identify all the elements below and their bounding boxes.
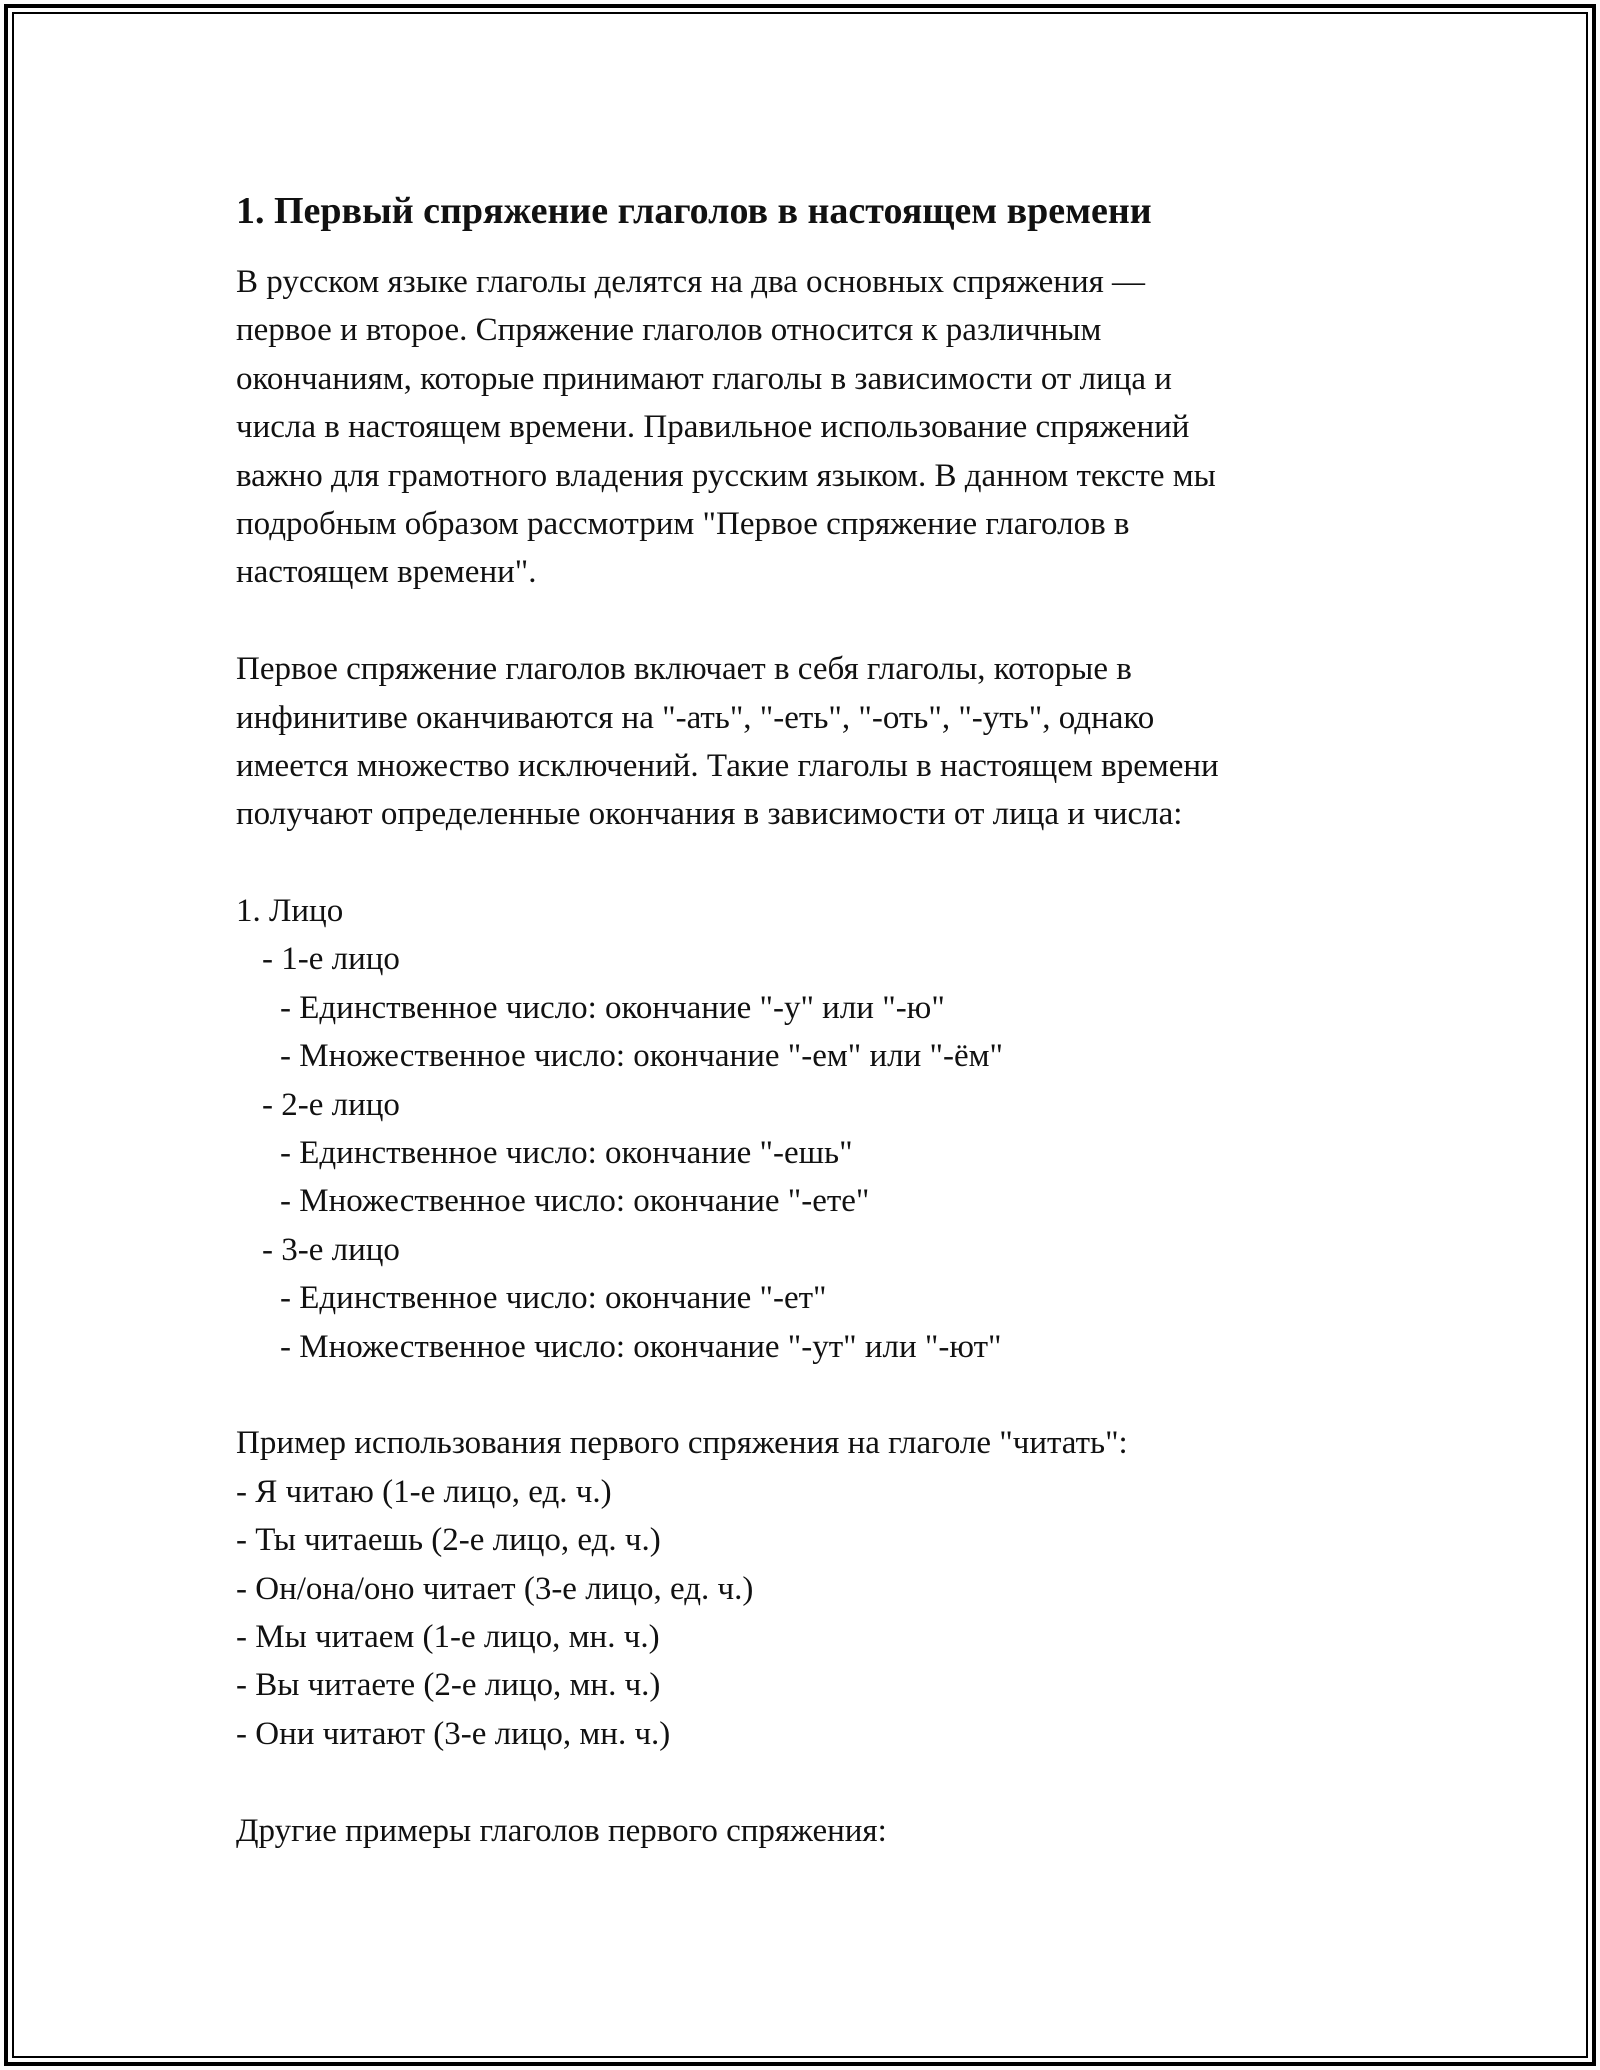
- list-heading: 1. Лицо: [236, 893, 344, 930]
- text-line: имеется множество исключений. Такие глаголы в настоящем времени: [236, 747, 1219, 784]
- text-line: подробным образом рассмотрим "Первое спряжение глаголов в: [236, 505, 1130, 542]
- example-item: - Мы читаем (1-е лицо, мн. ч.): [236, 1618, 660, 1655]
- page-title: 1. Первый спряжение глаголов в настоящем времени: [236, 190, 1152, 232]
- text-line: важно для грамотного владения русским языком. В данном тексте мы: [236, 457, 1216, 494]
- example-item: - Я читаю (1-е лицо, ед. ч.): [236, 1473, 612, 1510]
- document-body: [236, 186, 1376, 1855]
- list-item-person: - 1-е лицо: [262, 941, 400, 978]
- example-section: [236, 1419, 1376, 1758]
- list-item-singular: - Единственное число: окончание "-ет": [280, 1280, 827, 1317]
- list-item-person: - 2-е лицо: [262, 1086, 400, 1123]
- text-line: инфинитиве оканчиваются на "-ать", "-еть", "-оть", "-уть", однако: [236, 699, 1155, 736]
- example-item: - Они читают (3-е лицо, мн. ч.): [236, 1715, 671, 1752]
- list-item-plural: - Множественное число: окончание "-ем" или "-ём": [280, 1038, 1003, 1075]
- list-item-plural: - Множественное число: окончание "-ут" или "-ют": [280, 1328, 1002, 1365]
- person-list: [236, 887, 1376, 1371]
- example-item: - Ты читаешь (2-е лицо, ед. ч.): [236, 1522, 661, 1559]
- text-line: В русском языке глаголы делятся на два основных спряжения —: [236, 264, 1146, 300]
- closing-paragraph: [236, 1807, 1376, 1855]
- paragraph-gap: [236, 597, 1376, 645]
- text-line: получают определенные окончания в зависимости от лица и числа:: [236, 796, 1183, 833]
- example-item: - Он/она/оно читает (3-е лицо, ед. ч.): [236, 1570, 754, 1607]
- paragraph-gap: [236, 839, 1376, 887]
- example-heading: Пример использования первого спряжения на глаголе "читать":: [236, 1425, 1128, 1462]
- list-item-person: - 3-е лицо: [262, 1231, 400, 1268]
- list-item-plural: - Множественное число: окончание "-ете": [280, 1183, 870, 1220]
- list-item-singular: - Единственное число: окончание "-ешь": [280, 1135, 853, 1172]
- example-item: - Вы читаете (2-е лицо, мн. ч.): [236, 1667, 661, 1704]
- text-line: Первое спряжение глаголов включает в себя глаголы, которые в: [236, 651, 1132, 688]
- closing-line: Другие примеры глаголов первого спряжения:: [236, 1812, 887, 1849]
- text-line: настоящем времени".: [236, 554, 537, 591]
- intro-paragraph: [236, 258, 1376, 597]
- paragraph-gap: [236, 1758, 1376, 1806]
- text-line: окончаниям, которые принимают глаголы в зависимости от лица и: [236, 360, 1172, 397]
- text-line: первое и второе. Спряжение глаголов относится к различным: [236, 312, 1102, 349]
- paragraph-gap: [236, 1371, 1376, 1419]
- second-paragraph: [236, 645, 1376, 839]
- list-item-singular: - Единственное число: окончание "-у" или "-ю": [280, 989, 945, 1026]
- text-line: числа в настоящем времени. Правильное использование спряжений: [236, 409, 1190, 446]
